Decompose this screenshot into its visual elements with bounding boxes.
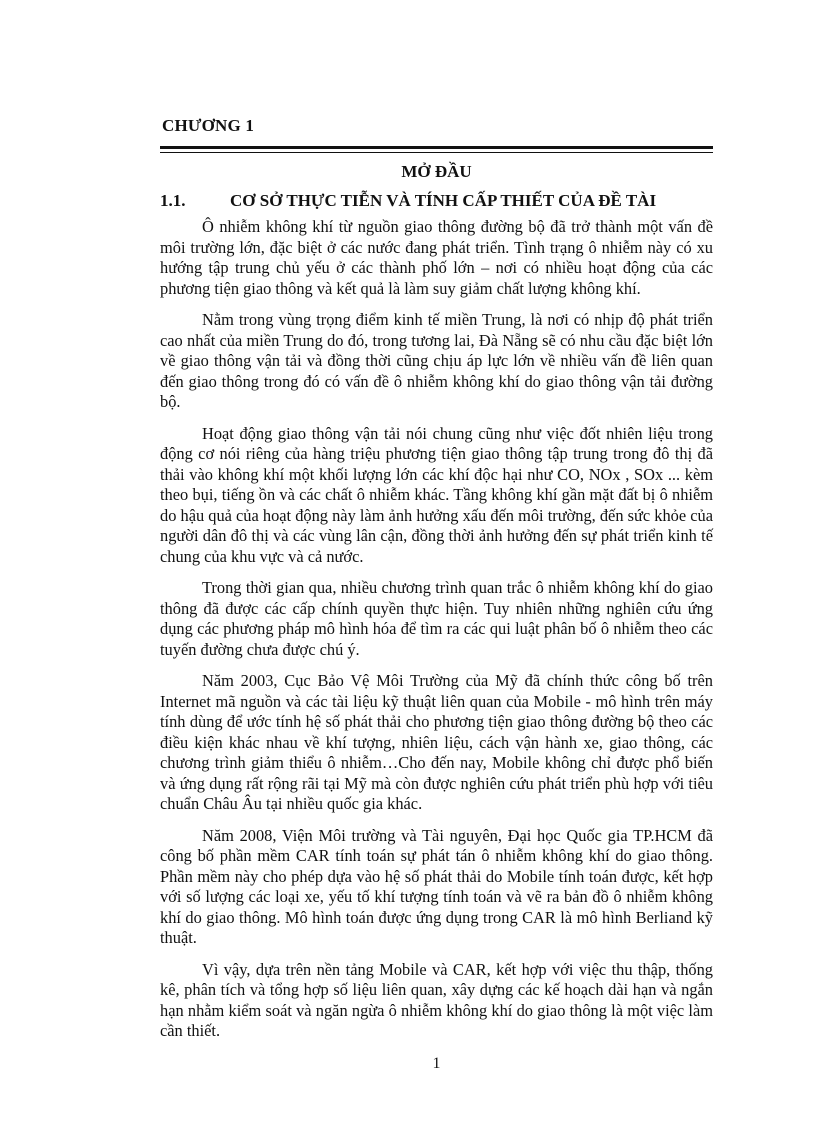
chapter-divider-thin: [160, 152, 713, 153]
paragraph: Vì vậy, dựa trên nền tảng Mobile và CAR, kết hợp với việc thu thập, thống kê, phân tích và tổng hợp số liệu liên quan, xây dựng các kế hoạch dài hạn và ngắn hạn nhằm kiểm soát và ngăn ngừa ô nhiễm không khí do giao thông là một việc làm cần thiết.: [160, 959, 713, 1040]
chapter-divider-thick: [160, 146, 713, 149]
paragraph: Năm 2008, Viện Môi trường và Tài nguyên, Đại học Quốc gia TP.HCM đã công bố phần mềm CAR tính toán sự phát tán ô nhiễm không khí do giao thông. Phần mềm này cho phép dựa vào hệ số phát thải do Mobile tính toán được, kết hợp với số lượng các loại xe, yếu tố khí tượng tính toán và vẽ ra bản đồ ô nhiễm không khí do giao thông. Mô hình toán được ứng dụng trong CAR là mô hình Berliand kỹ thuật.: [160, 825, 713, 947]
paragraph: Hoạt động giao thông vận tải nói chung cũng như việc đốt nhiên liệu trong động cơ nói riêng của hàng triệu phương tiện giao thông tập trung trong đô thị đã thải vào không khí một khối lượng lớn các khí độc hại như CO, NOx , SOx ... kèm theo bụi, tiếng ồn và các chất ô nhiễm khác. Tầng không khí gần mặt đất bị ô nhiễm do hậu quả của hoạt động này làm ảnh hưởng xấu đến môi trường, đến sức khỏe của người dân đô thị và các vùng lân cận, đồng thời ảnh hưởng đến sự phát triển kinh tế chung của khu vực và cả nước.: [160, 423, 713, 566]
section-number: 1.1.: [160, 191, 186, 210]
paragraph: Ô nhiễm không khí từ nguồn giao thông đường bộ đã trở thành một vấn đề môi trường lớn, đặc biệt ở các nước đang phát triển. Tình trạng ô nhiễm này có xu hướng tập trung chủ yếu ở các thành phố lớn – nơi có nhiều hoạt động của các phương tiện giao thông và kết quả là làm suy giảm chất lượng không khí.: [160, 217, 713, 298]
chapter-label: CHƯƠNG 1: [162, 116, 255, 135]
paragraph: Trong thời gian qua, nhiều chương trình quan trắc ô nhiễm không khí do giao thông đã được các cấp chính quyền thực hiện. Tuy nhiên những nghiên cứu ứng dụng các phương pháp mô hình hóa để tìm ra các qui luật phân bố ô nhiễm theo các tuyến đường chưa được chú ý.: [160, 578, 713, 659]
body-text: [160, 217, 713, 1053]
paragraph: Năm 2003, Cục Bảo Vệ Môi Trường của Mỹ đã chính thức công bố trên Internet mã nguồn và các tài liệu kỹ thuật liên quan của Mobile - mô hình trên máy tính dùng để ước tính hệ số phát thải cho phương tiện giao thông đường bộ theo các điều kiện khác nhau về khí tượng, nhiên liệu, cách vận hành xe, giao thông, các chương trình giảm thiểu ô nhiễm…Cho đến nay, Mobile không chỉ được phổ biến và ứng dụng rất rộng rãi tại Mỹ mà còn được nghiên cứu phát triển phù hợp với tiêu chuẩn Châu Âu tại nhiều quốc gia khác.: [160, 671, 713, 813]
section-heading: [160, 191, 713, 211]
page-number: 1: [432, 1055, 441, 1072]
chapter-title: MỞ ĐẦU: [401, 162, 472, 181]
section-title: CƠ SỞ THỰC TIỄN VÀ TÍNH CẤP THIẾT CỦA ĐỀ TÀI: [230, 191, 657, 210]
paragraph: Nằm trong vùng trọng điểm kinh tế miền Trung, là nơi có nhịp độ phát triển cao nhất của miền Trung do đó, trong tương lai, Đà Nẵng sẽ có nhu cầu đặc biệt lớn về giao thông vận tải và đồng thời cũng chịu áp lực lớn về nhiều vấn đề liên quan đến giao thông trong đó có vấn đề ô nhiễm không khí do giao thông vận tải đường bộ.: [160, 310, 713, 411]
